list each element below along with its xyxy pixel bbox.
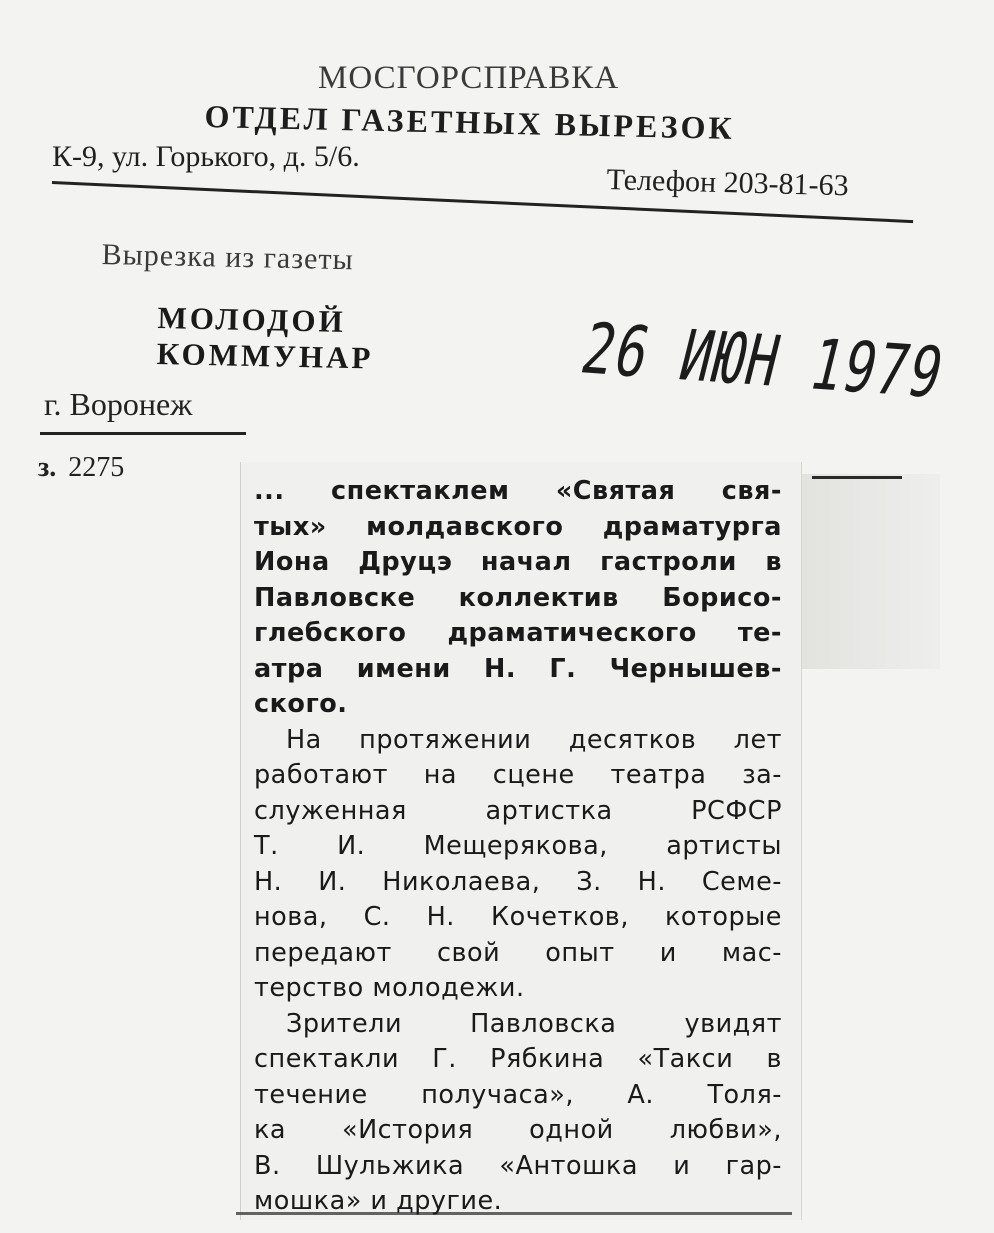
newspaper-city: г. Воронеж [44,386,193,422]
article-line: терство молодежи. [254,973,525,1003]
order-value: 2275 [68,452,125,483]
article-line: На протяжении десятков лет [286,724,782,755]
article-line: течение получаса», А. Толя- [254,1079,782,1110]
agency-address: К-9, ул. Горького, д. 5/6. [52,140,360,173]
article-line: Т. И. Мещерякова, артисты [254,831,782,861]
newspaper-name-line-2: КОММУНАР [156,335,374,376]
article-line: служенная артистка РСФСР [254,795,782,826]
newspaper-name [156,300,374,377]
article-line: атра имени Н. Г. Чернышев- [254,653,782,684]
article-line: спектакли Г. Рябкина «Такси в [254,1044,782,1074]
clipping-edge [812,476,902,479]
article-paragraph-2 [254,723,782,1007]
article-line: ... спектаклем «Святая свя- [254,476,782,506]
source-label: Вырезка из газеты [101,238,355,277]
article-line: тых» молдавского драматурга [254,511,782,542]
agency-phone: Телефон 203-81-63 [606,163,850,203]
agency-name: МОСГОРСПРАВКА [318,60,620,96]
article-text [254,474,782,1220]
article-line: передают свой опыт и мас- [254,937,782,968]
article-line: глебского драматического те- [254,618,782,648]
article-line: нова, С. Н. Кочетков, которые [254,902,782,932]
newspaper-name-line-1: МОЛОДОЙ [157,300,347,339]
article-line: В. Шульжика «Антошка и гар- [254,1150,782,1181]
order-prefix: з. [38,452,57,483]
city-rule [40,432,246,435]
article-line: ка «История одной любви», [254,1115,782,1145]
article-line: Н. И. Николаева, З. Н. Семе- [254,866,782,897]
article-line: Павловске коллектив Борисо- [254,582,782,613]
order-number [38,452,124,484]
clipping-shadow [800,474,940,669]
article-line: работают на сцене театра за- [254,760,782,790]
article-line: мошка» и другие. [254,1186,503,1216]
department-name: ОТДЕЛ ГАЗЕТНЫХ ВЫРЕЗОК [204,98,736,147]
article-line: Зрители Павловска увидят [286,1008,782,1039]
article-paragraph-1 [254,474,782,723]
article-line: Иона Друцэ начал гастроли в [254,547,782,577]
date-stamp: 26 ИЮН 1979 [573,308,953,414]
article-line: ского. [254,689,348,719]
article-paragraph-3 [254,1007,782,1220]
